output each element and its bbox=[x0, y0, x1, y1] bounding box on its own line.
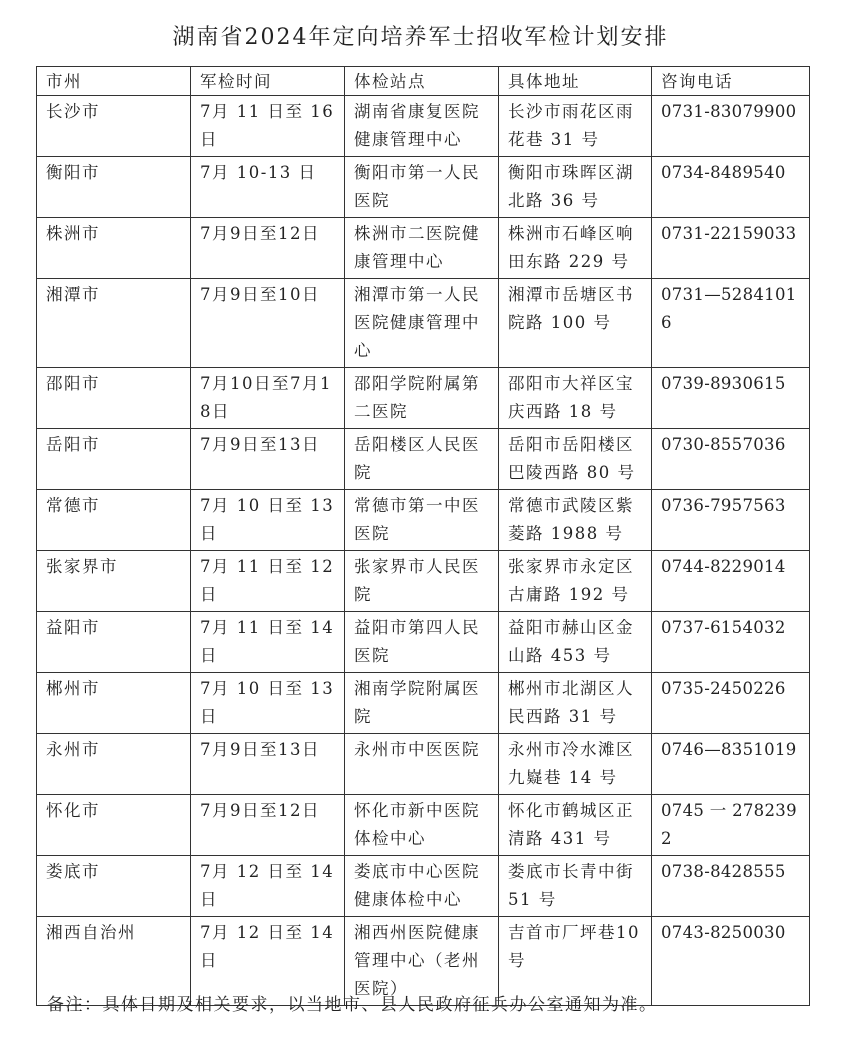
city-cell: 湘西自治州 bbox=[37, 917, 191, 1006]
station-cell: 湘潭市第一人民医院健康管理中心 bbox=[345, 279, 499, 368]
city-cell: 怀化市 bbox=[37, 795, 191, 856]
address-cell: 怀化市鹤城区正清路 431 号 bbox=[499, 795, 652, 856]
city-cell: 益阳市 bbox=[37, 612, 191, 673]
city-cell: 常德市 bbox=[37, 490, 191, 551]
address-cell: 株洲市石峰区响田东路 229 号 bbox=[499, 218, 652, 279]
table-row bbox=[37, 157, 810, 218]
time-cell: 7月 11 日至 12日 bbox=[191, 551, 345, 612]
phone-cell: 0746—8351019 bbox=[652, 734, 810, 795]
city-cell: 长沙市 bbox=[37, 96, 191, 157]
address-cell: 长沙市雨花区雨花巷 31 号 bbox=[499, 96, 652, 157]
address-cell: 常德市武陵区紫菱路 1988 号 bbox=[499, 490, 652, 551]
phone-cell: 0744-8229014 bbox=[652, 551, 810, 612]
station-cell: 湘西州医院健康管理中心（老州医院） bbox=[345, 917, 499, 1006]
address-cell: 张家界市永定区古庸路 192 号 bbox=[499, 551, 652, 612]
table-row bbox=[37, 795, 810, 856]
station-cell: 湖南省康复医院健康管理中心 bbox=[345, 96, 499, 157]
footnote: 备注：具体日期及相关要求，以当地市、县人民政府征兵办公室通知为准。 bbox=[47, 995, 658, 1015]
phone-cell: 0731-22159033 bbox=[652, 218, 810, 279]
exam-schedule-table bbox=[36, 66, 810, 1006]
page-title: 湖南省2024年定向培养军士招收军检计划安排 bbox=[172, 25, 669, 50]
station-cell: 张家界市人民医院 bbox=[345, 551, 499, 612]
city-cell: 岳阳市 bbox=[37, 429, 191, 490]
city-cell: 衡阳市 bbox=[37, 157, 191, 218]
phone-cell: 0735-2450226 bbox=[652, 673, 810, 734]
station-cell: 衡阳市第一人民医院 bbox=[345, 157, 499, 218]
table-row bbox=[37, 429, 810, 490]
header-station: 体检站点 bbox=[345, 67, 499, 96]
phone-cell: 0743-8250030 bbox=[652, 917, 810, 1006]
table-row bbox=[37, 673, 810, 734]
address-cell: 湘潭市岳塘区书院路 100 号 bbox=[499, 279, 652, 368]
address-cell: 邵阳市大祥区宝庆西路 18 号 bbox=[499, 368, 652, 429]
phone-cell: 0738-8428555 bbox=[652, 856, 810, 917]
header-time: 军检时间 bbox=[191, 67, 345, 96]
station-cell: 岳阳楼区人民医院 bbox=[345, 429, 499, 490]
city-cell: 郴州市 bbox=[37, 673, 191, 734]
address-cell: 岳阳市岳阳楼区巴陵西路 80 号 bbox=[499, 429, 652, 490]
time-cell: 7月9日至10日 bbox=[191, 279, 345, 368]
time-cell: 7月9日至13日 bbox=[191, 429, 345, 490]
phone-cell: 0731-83079900 bbox=[652, 96, 810, 157]
station-cell: 永州市中医医院 bbox=[345, 734, 499, 795]
time-cell: 7月 11 日至 16日 bbox=[191, 96, 345, 157]
time-cell: 7月10日至7月18日 bbox=[191, 368, 345, 429]
table-row bbox=[37, 734, 810, 795]
phone-cell: 0731—52841016 bbox=[652, 279, 810, 368]
header-city: 市州 bbox=[37, 67, 191, 96]
phone-cell: 0736-7957563 bbox=[652, 490, 810, 551]
time-cell: 7月 10 日至 13日 bbox=[191, 490, 345, 551]
phone-cell: 0730-8557036 bbox=[652, 429, 810, 490]
time-cell: 7月 10-13 日 bbox=[191, 157, 345, 218]
table-row bbox=[37, 490, 810, 551]
time-cell: 7月 12 日至 14日 bbox=[191, 917, 345, 1006]
address-cell: 益阳市赫山区金山路 453 号 bbox=[499, 612, 652, 673]
header-phone: 咨询电话 bbox=[652, 67, 810, 96]
table-row bbox=[37, 368, 810, 429]
city-cell: 张家界市 bbox=[37, 551, 191, 612]
table-row bbox=[37, 856, 810, 917]
table-row bbox=[37, 551, 810, 612]
station-cell: 湘南学院附属医院 bbox=[345, 673, 499, 734]
table-row bbox=[37, 612, 810, 673]
station-cell: 益阳市第四人民医院 bbox=[345, 612, 499, 673]
time-cell: 7月9日至13日 bbox=[191, 734, 345, 795]
address-cell: 永州市冷水滩区九嶷巷 14 号 bbox=[499, 734, 652, 795]
time-cell: 7月 11 日至 14日 bbox=[191, 612, 345, 673]
phone-cell: 0734-8489540 bbox=[652, 157, 810, 218]
time-cell: 7月 12 日至 14日 bbox=[191, 856, 345, 917]
city-cell: 永州市 bbox=[37, 734, 191, 795]
phone-cell: 0737-6154032 bbox=[652, 612, 810, 673]
city-cell: 湘潭市 bbox=[37, 279, 191, 368]
address-cell: 郴州市北湖区人民西路 31 号 bbox=[499, 673, 652, 734]
table-header-row bbox=[37, 67, 810, 96]
station-cell: 常德市第一中医医院 bbox=[345, 490, 499, 551]
city-cell: 邵阳市 bbox=[37, 368, 191, 429]
phone-cell: 0745 一 2782392 bbox=[652, 795, 810, 856]
station-cell: 株洲市二医院健康管理中心 bbox=[345, 218, 499, 279]
city-cell: 株洲市 bbox=[37, 218, 191, 279]
address-cell: 吉首市厂坪巷10 号 bbox=[499, 917, 652, 1006]
station-cell: 邵阳学院附属第二医院 bbox=[345, 368, 499, 429]
station-cell: 娄底市中心医院健康体检中心 bbox=[345, 856, 499, 917]
address-cell: 衡阳市珠晖区湖北路 36 号 bbox=[499, 157, 652, 218]
station-cell: 怀化市新中医院体检中心 bbox=[345, 795, 499, 856]
address-cell: 娄底市长青中街51 号 bbox=[499, 856, 652, 917]
city-cell: 娄底市 bbox=[37, 856, 191, 917]
time-cell: 7月9日至12日 bbox=[191, 795, 345, 856]
table-row bbox=[37, 279, 810, 368]
time-cell: 7月 10 日至 13日 bbox=[191, 673, 345, 734]
table-row bbox=[37, 218, 810, 279]
time-cell: 7月9日至12日 bbox=[191, 218, 345, 279]
phone-cell: 0739-8930615 bbox=[652, 368, 810, 429]
header-address: 具体地址 bbox=[499, 67, 652, 96]
table-row bbox=[37, 96, 810, 157]
